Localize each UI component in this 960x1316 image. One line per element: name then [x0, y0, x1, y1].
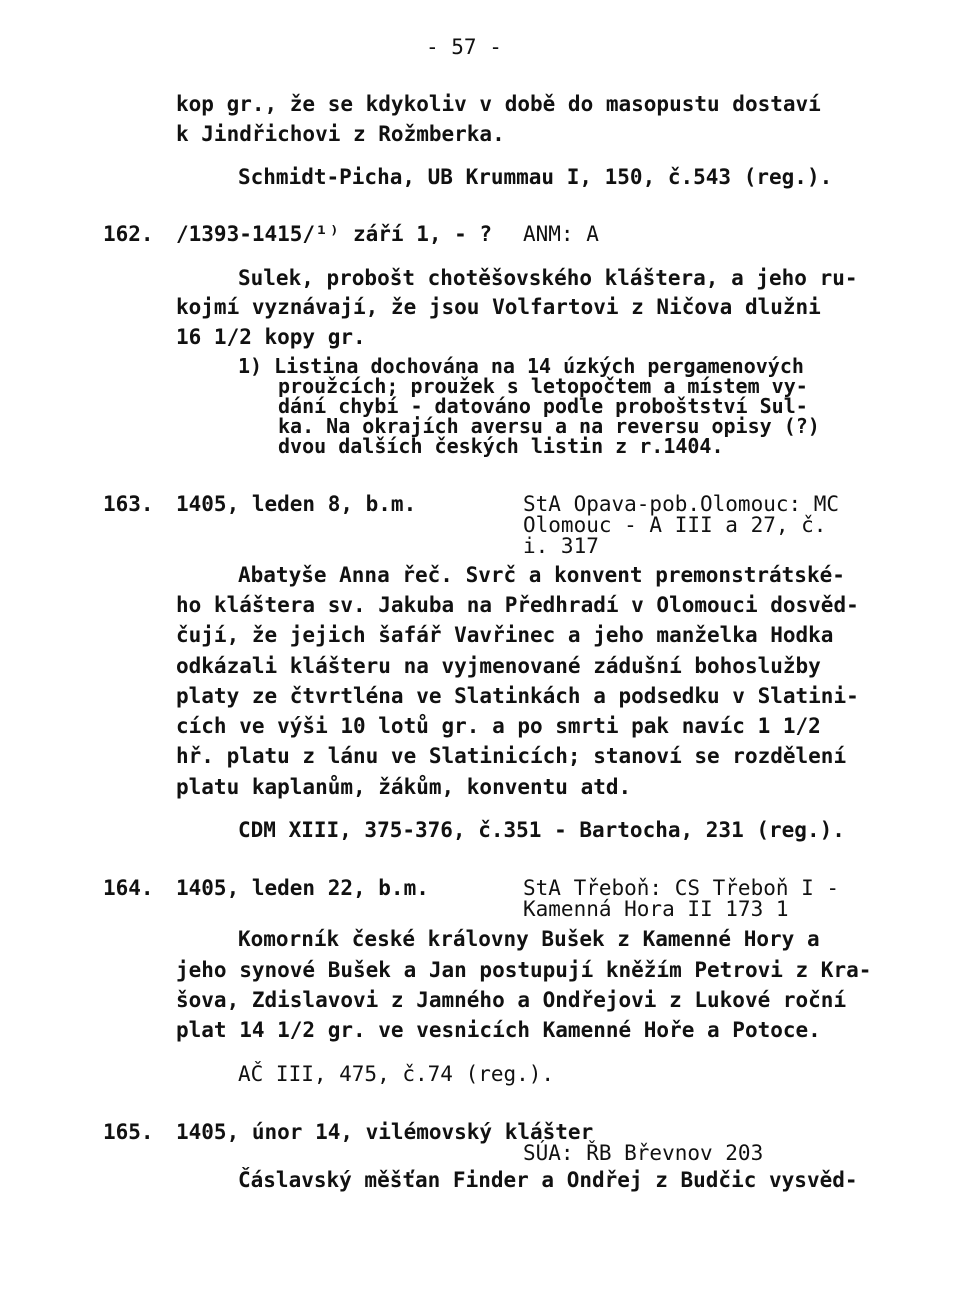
entry-163-date: 1405, leden 8, b.m.	[176, 492, 417, 516]
entry-163-text-5: platy ze čtvrtléna ve Slatinkách a podsedku v Slatini-	[176, 684, 859, 708]
entry-162-note-1: 1) Listina dochována na 14 úzkých pergamenových	[238, 354, 804, 378]
entry-164-date: 1405, leden 22, b.m.	[176, 876, 429, 900]
entry-163-text-1: Abatyše Anna řeč. Svrč a konvent premonstrátské-	[238, 563, 845, 587]
entry-163-text-8: platu kaplanům, žákům, konventu atd.	[176, 775, 632, 799]
entry-162-note-3: dání chybí - datováno podle proboštství Sul-	[278, 394, 808, 418]
entry-163-text-6: cích ve výši 10 lotů gr. a po smrti pak navíc 1 1/2	[176, 714, 821, 738]
entry-163-source: CDM XIII, 375-376, č.351 - Bartocha, 231 (reg.).	[238, 818, 845, 842]
page-number: - 57 -	[426, 35, 502, 59]
intro-line-2: k Jindřichovi z Rožmberka.	[176, 122, 505, 146]
entry-164-source: AČ III, 475, č.74 (reg.).	[238, 1062, 555, 1086]
entry-162-note-5: dvou dalších českých listin z r.1404.	[278, 434, 724, 458]
entry-163-text-3: čují, že jejich šafář Vavřinec a jeho manželka Hodka	[176, 623, 834, 647]
entry-163-text-2: ho kláštera sv. Jakuba na Předhradí v Olomouci dosvěd-	[176, 593, 859, 617]
entry-164-text-4: plat 14 1/2 gr. ve vesnicích Kamenné Hoře a Potoce.	[176, 1018, 821, 1042]
entry-162-text-1: Sulek, probošt chotěšovského kláštera, a jeho ru-	[238, 266, 858, 290]
entry-165-archive: SÚA: ŘB Břevnov 203	[523, 1141, 764, 1165]
entry-163-archive-1: StA Opava-pob.Olomouc: MC	[523, 492, 840, 516]
entry-163-text-4: odkázali klášteru na vyjmenované zádušní bohoslužby	[176, 654, 821, 678]
entry-164-text-2: jeho synové Bušek a Jan postupují kněžím Petrovi z Kra-	[176, 958, 872, 982]
intro-line-1: kop gr., že se kdykoliv v době do masopustu dostaví	[176, 92, 821, 116]
entry-162-number: 162.	[103, 222, 154, 246]
entry-164-text-3: šova, Zdislavovi z Jamného a Ondřejovi z Lukové roční	[176, 988, 847, 1012]
entry-165-date: 1405, únor 14, vilémovský klášter	[176, 1120, 594, 1144]
entry-162-text-2: kojmí vyznávají, že jsou Volfartovi z Ničova dlužni	[176, 295, 821, 319]
intro-source: Schmidt-Picha, UB Krummau I, 150, č.543 (reg.).	[238, 165, 833, 189]
entry-164-archive-1: StA Třeboň: CS Třeboň I -	[523, 876, 840, 900]
entry-163-text-7: hř. platu z lánu ve Slatinicích; stanoví se rozdělení	[176, 744, 847, 768]
entry-162-date: /1393-1415/¹⁾ září 1, - ?	[176, 222, 493, 246]
entry-164-number: 164.	[103, 876, 154, 900]
entry-163-archive-3: i. 317	[523, 534, 599, 558]
entry-164-text-1: Komorník české královny Bušek z Kamenné Hory a	[238, 927, 820, 951]
entry-163-archive-2: Olomouc - A III a 27, č.	[523, 513, 827, 537]
entry-163-number: 163.	[103, 492, 154, 516]
entry-165-text-1: Čáslavský měšťan Finder a Ondřej z Budčic vysvěd-	[238, 1168, 858, 1192]
entry-165-number: 165.	[103, 1120, 154, 1144]
entry-162-archive: ANM: A	[523, 222, 599, 246]
entry-162-note-4: ka. Na okrajích aversu a na reversu opisy (?)	[278, 414, 820, 438]
entry-164-archive-2: Kamenná Hora II 173 1	[523, 897, 789, 921]
entry-162-text-3: 16 1/2 kopy gr.	[176, 325, 366, 349]
entry-162-note-2: proužcích; proužek s letopočtem a místem vy-	[278, 374, 808, 398]
